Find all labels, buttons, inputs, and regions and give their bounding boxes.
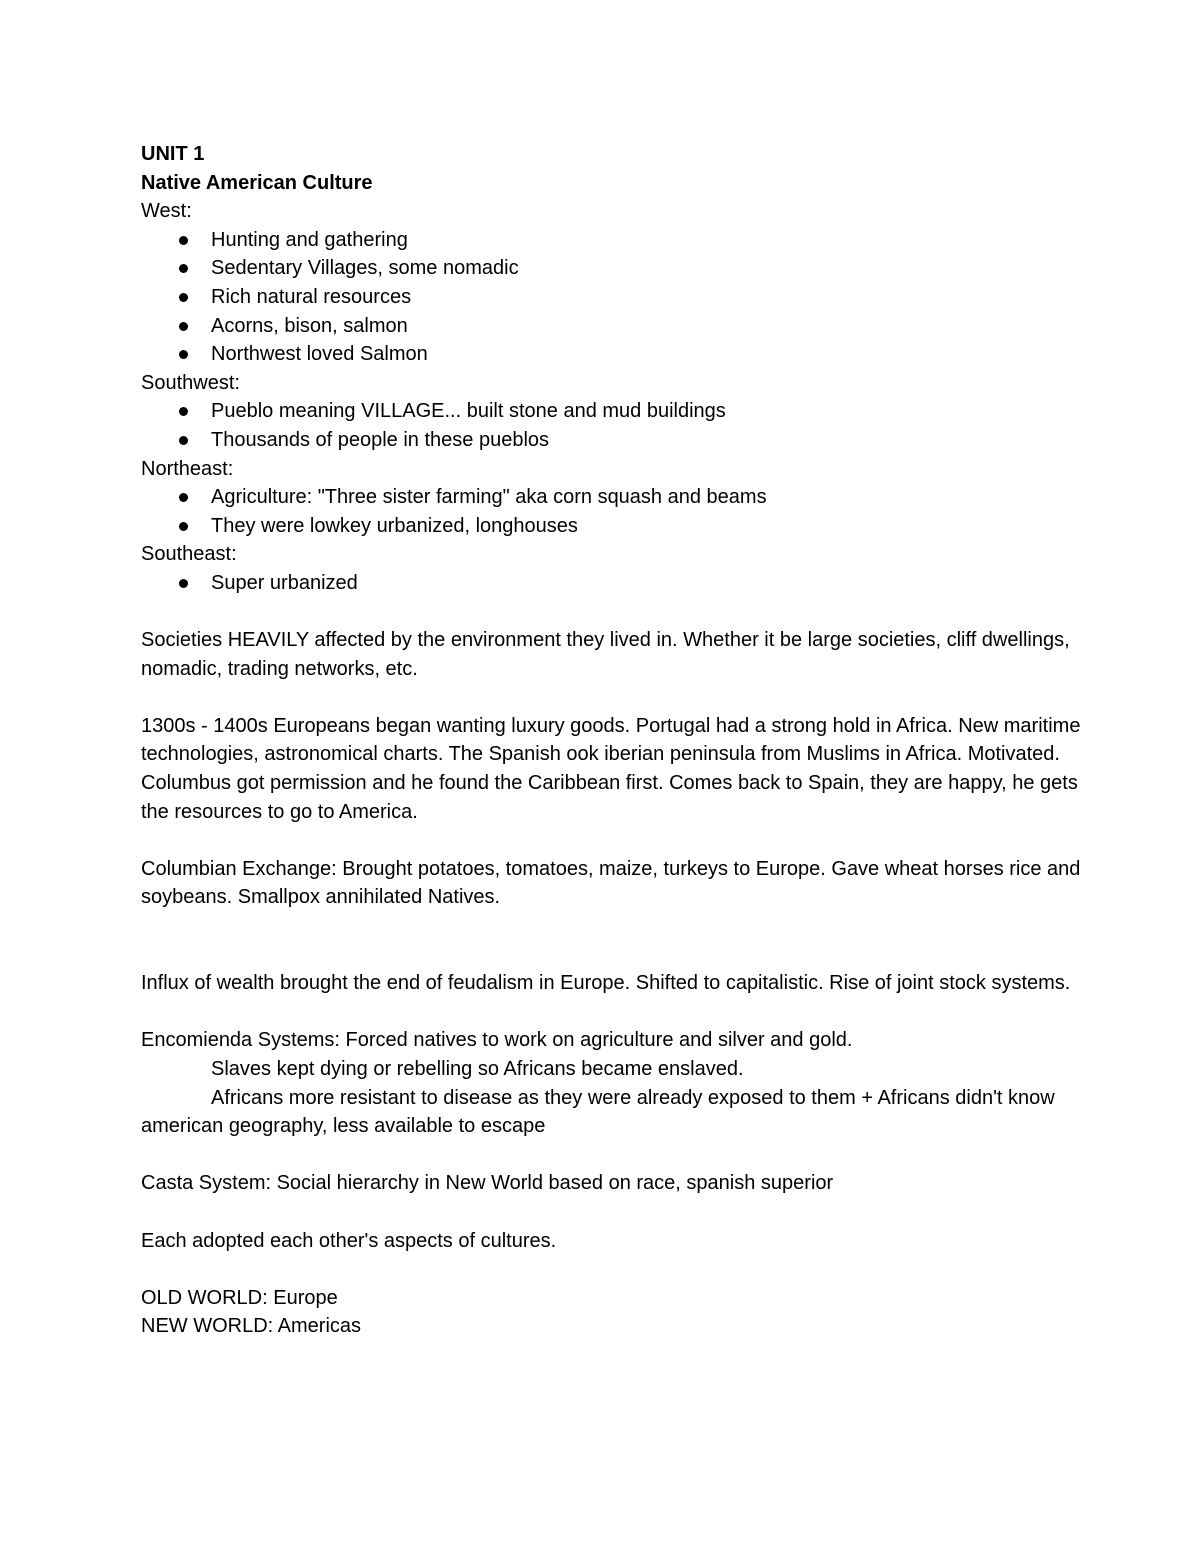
list-item: Sedentary Villages, some nomadic <box>141 254 1081 283</box>
list-item: Rich natural resources <box>141 283 1081 312</box>
paragraph-europeans: 1300s - 1400s Europeans began wanting luxury goods. Portugal had a strong hold in Africa. New maritime technologies, astronomical charts. The Spanish ook iberian peninsula from Muslims in Africa. Motivated. Columbus got permission and he found the Caribbean first. Comes back to Spain, they are happy, he gets the resources to go to America. <box>141 714 1081 823</box>
northeast-bullet-list <box>141 483 1081 540</box>
list-item: They were lowkey urbanized, longhouses <box>141 512 1081 541</box>
blank-line <box>141 912 1081 941</box>
paragraph-columbian-exchange: Columbian Exchange: Brought potatoes, tomatoes, maize, turkeys to Europe. Gave wheat horses rice and soybeans. Smallpox annihilated Natives. <box>141 857 1081 909</box>
section-title: Native American Culture <box>141 171 373 194</box>
document-page <box>141 140 1081 1341</box>
paragraph-encomienda: Encomienda Systems: Forced natives to work on agriculture and silver and gold. <box>141 1029 853 1052</box>
blank-line <box>141 598 1081 627</box>
blank-line <box>141 998 1081 1027</box>
region-heading-northeast: Northeast: <box>141 457 234 480</box>
paragraph-africans: Africans more resistant to disease as they were already exposed to them + Africans didn't know american geography, less available to escape <box>141 1086 1055 1138</box>
paragraph-influx: Influx of wealth brought the end of feudalism in Europe. Shifted to capitalistic. Rise of joint stock systems. <box>141 972 1071 995</box>
list-item: Northwest loved Salmon <box>141 340 1081 369</box>
west-bullet-list <box>141 226 1081 369</box>
list-item: Agriculture: "Three sister farming" aka corn squash and beams <box>141 483 1081 512</box>
paragraph-casta: Casta System: Social hierarchy in New World based on race, spanish superior <box>141 1172 834 1195</box>
blank-line <box>141 683 1081 712</box>
old-world-line: OLD WORLD: Europe <box>141 1286 338 1309</box>
new-world-line: NEW WORLD: Americas <box>141 1315 362 1338</box>
blank-line <box>141 941 1081 970</box>
list-item: Hunting and gathering <box>141 226 1081 255</box>
southeast-bullet-list <box>141 569 1081 598</box>
blank-line <box>141 1255 1081 1284</box>
unit-title: UNIT 1 <box>141 143 205 165</box>
blank-line <box>141 826 1081 855</box>
paragraph-societies: Societies HEAVILY affected by the environment they lived in. Whether it be large societies, cliff dwellings, nomadic, trading networks, etc. <box>141 629 1070 680</box>
list-item: Thousands of people in these pueblos <box>141 426 1081 455</box>
southwest-bullet-list <box>141 397 1081 454</box>
list-item: Pueblo meaning VILLAGE... built stone and mud buildings <box>141 397 1081 426</box>
blank-line <box>141 1198 1081 1227</box>
paragraph-slaves: Slaves kept dying or rebelling so Africans became enslaved. <box>211 1058 744 1080</box>
paragraph-each-adopted: Each adopted each other's aspects of cultures. <box>141 1229 557 1252</box>
blank-line <box>141 1141 1081 1170</box>
region-heading-west: West: <box>141 200 192 223</box>
list-item: Super urbanized <box>141 569 1081 598</box>
region-heading-southwest: Southwest: <box>141 371 240 394</box>
region-heading-southeast: Southeast: <box>141 543 237 566</box>
list-item: Acorns, bison, salmon <box>141 312 1081 341</box>
